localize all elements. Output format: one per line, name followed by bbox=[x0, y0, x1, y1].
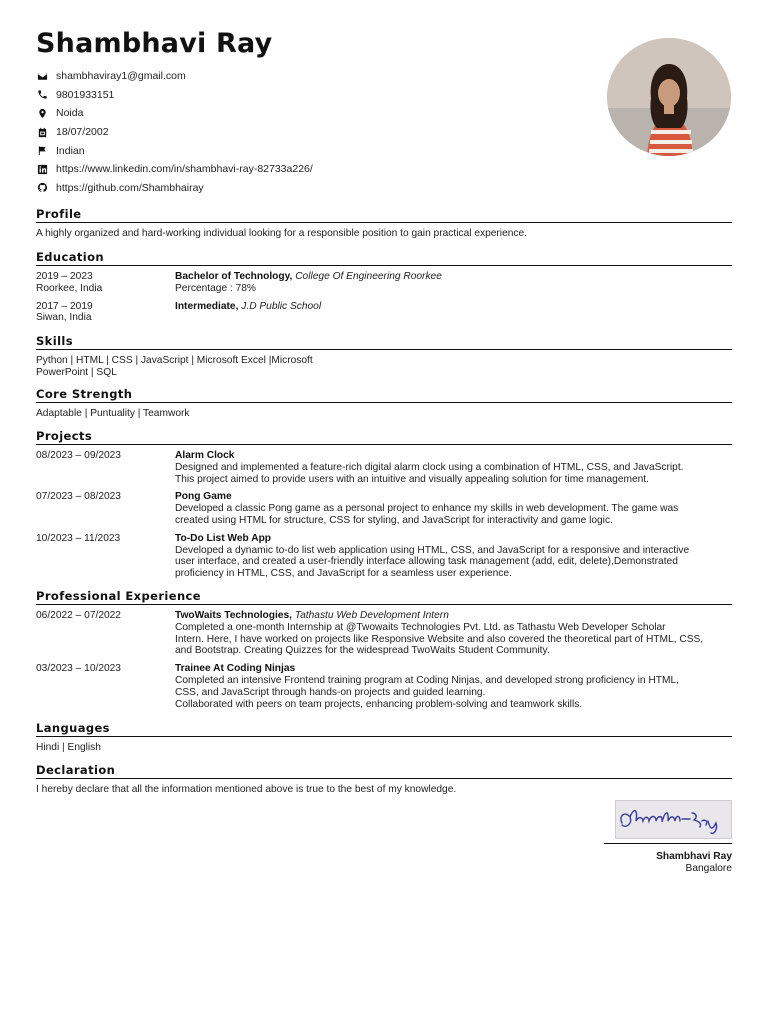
profile-text: A highly organized and hard-working individual looking for a responsible position to gain practical experience. bbox=[36, 228, 527, 239]
contact-nationality-text: Indian bbox=[56, 144, 85, 157]
contact-linkedin[interactable] bbox=[36, 160, 313, 179]
contact-phone[interactable] bbox=[36, 86, 313, 105]
phone-icon bbox=[36, 89, 48, 101]
experience-entry bbox=[36, 663, 732, 710]
profile-photo bbox=[607, 38, 731, 156]
education-degree: Bachelor of Technology, bbox=[175, 271, 293, 282]
experience-company: Trainee At Coding Ninjas bbox=[175, 663, 296, 675]
project-desc-line: This project aimed to provide users with an intuitive and visually appealing solution for time management. bbox=[175, 473, 649, 485]
education-entry bbox=[36, 271, 732, 295]
signature-image bbox=[615, 800, 732, 839]
project-name: To-Do List Web App bbox=[175, 532, 272, 544]
project-desc-line: user interface, and created a user-friendly interface allowing task management (add, edit, delete),Demonstrated bbox=[175, 556, 678, 568]
education-dates: 2017 – 2019 bbox=[36, 300, 93, 312]
section-title-languages: Languages bbox=[36, 721, 732, 737]
profile-section bbox=[36, 207, 732, 240]
skills-line-2: PowerPoint | SQL bbox=[36, 366, 117, 378]
contact-email-text: shambhaviray1@gmail.com bbox=[56, 70, 186, 83]
contact-linkedin-text: https://www.linkedin.com/in/shambhavi-ray-82733a226/ bbox=[56, 163, 313, 176]
core-strength-text: Adaptable | Puntuality | Teamwork bbox=[36, 408, 190, 419]
project-entry bbox=[36, 491, 732, 526]
section-title-skills: Skills bbox=[36, 334, 732, 350]
contact-nationality bbox=[36, 141, 313, 160]
contact-github-text: https://github.com/Shambhairay bbox=[56, 181, 204, 194]
signature-line bbox=[604, 843, 732, 844]
experience-section bbox=[36, 589, 732, 710]
education-place: Siwan, India bbox=[36, 312, 92, 324]
languages-section bbox=[36, 721, 732, 754]
calendar-icon bbox=[36, 126, 48, 138]
experience-role: Tathastu Web Development Intern bbox=[294, 610, 449, 621]
section-title-core-strength: Core Strength bbox=[36, 387, 732, 403]
project-name: Pong Game bbox=[175, 491, 232, 503]
project-dates: 07/2023 – 08/2023 bbox=[36, 491, 121, 503]
experience-desc-line: CSS, and JavaScript through hands-on projects and guided learning. bbox=[175, 686, 486, 698]
candidate-name: Shambhavi Ray bbox=[36, 28, 273, 59]
project-desc-line: created using HTML for structure, CSS for styling, and JavaScript for interactivity and game logic. bbox=[175, 514, 613, 526]
contact-birthdate bbox=[36, 123, 313, 142]
project-desc-line: Developed a dynamic to-do list web application using HTML, CSS, and JavaScript for a responsive and interactive bbox=[175, 544, 690, 556]
section-title-declaration: Declaration bbox=[36, 763, 732, 779]
education-degree: Intermediate, bbox=[175, 300, 239, 312]
experience-company: TwoWaits Technologies, bbox=[175, 610, 292, 621]
experience-desc-line: and Bootstrap. Creating Quizzes for the widespread TwoWaits Student Community. bbox=[175, 645, 550, 657]
contact-location-text: Noida bbox=[56, 107, 84, 120]
project-entry bbox=[36, 533, 732, 580]
experience-desc-line: Completed a one-month Internship at @Twowaits Technologies Pvt. Ltd. as Tathastu Web Developer Scholar bbox=[175, 621, 666, 633]
contact-email[interactable] bbox=[36, 67, 313, 86]
location-icon bbox=[36, 107, 48, 119]
github-icon bbox=[36, 182, 48, 194]
flag-icon bbox=[36, 145, 48, 157]
contact-github[interactable] bbox=[36, 179, 313, 198]
core-strength-section bbox=[36, 387, 732, 420]
section-title-experience: Professional Experience bbox=[36, 589, 732, 605]
linkedin-icon bbox=[36, 163, 48, 175]
section-title-projects: Projects bbox=[36, 429, 732, 445]
education-detail: Percentage : 78% bbox=[175, 282, 256, 294]
email-icon bbox=[36, 70, 48, 82]
education-section bbox=[36, 250, 732, 324]
contact-list bbox=[36, 67, 313, 197]
experience-desc-line: Collaborated with peers on team projects, enhancing problem-solving and teamwork skills. bbox=[175, 698, 583, 710]
section-title-education: Education bbox=[36, 250, 732, 266]
contact-phone-text: 9801933151 bbox=[56, 88, 115, 101]
signature-block bbox=[604, 800, 732, 874]
skills-section bbox=[36, 334, 732, 379]
contact-birthdate-text: 18/07/2002 bbox=[56, 126, 109, 139]
projects-section bbox=[36, 429, 732, 580]
education-school: J.D Public School bbox=[241, 300, 322, 312]
declaration-text: I hereby declare that all the information mentioned above is true to the best of my knowledge. bbox=[36, 784, 457, 795]
project-name: Alarm Clock bbox=[175, 450, 235, 461]
project-desc-line: Developed a classic Pong game as a personal project to enhance my skills in web development. The game was bbox=[175, 503, 679, 515]
experience-desc-line: Intern. Here, I have worked on projects like Responsive Website and also covered the theoretical part of HTML, CSS, bbox=[175, 633, 704, 645]
project-entry bbox=[36, 450, 732, 485]
languages-text: Hindi | English bbox=[36, 742, 101, 753]
project-desc-line: proficiency in HTML, CSS, and JavaScript for a seamless user experience. bbox=[175, 568, 512, 580]
experience-entry bbox=[36, 610, 732, 657]
experience-dates: 03/2023 – 10/2023 bbox=[36, 663, 121, 675]
project-desc-line: Designed and implemented a feature-rich digital alarm clock using a combination of HTML, CSS, and JavaScript. bbox=[175, 461, 684, 473]
signature-name: Shambhavi Ray bbox=[656, 851, 732, 862]
signature-place: Bangalore bbox=[685, 863, 732, 874]
skills-line-1: Python | HTML | CSS | JavaScript | Microsoft Excel |Microsoft bbox=[36, 355, 313, 366]
education-school: College Of Engineering Roorkee bbox=[295, 271, 442, 282]
education-dates: 2019 – 2023 bbox=[36, 271, 93, 282]
experience-dates: 06/2022 – 07/2022 bbox=[36, 610, 121, 621]
project-dates: 10/2023 – 11/2023 bbox=[36, 532, 121, 544]
section-title-profile: Profile bbox=[36, 207, 732, 223]
project-dates: 08/2023 – 09/2023 bbox=[36, 450, 121, 461]
experience-desc-line: Completed an intensive Frontend training program at Coding Ninjas, and developed strong proficiency in HTML, bbox=[175, 674, 679, 686]
declaration-section bbox=[36, 763, 732, 796]
contact-location bbox=[36, 104, 313, 123]
education-place: Roorkee, India bbox=[36, 282, 103, 294]
education-entry bbox=[36, 301, 732, 325]
